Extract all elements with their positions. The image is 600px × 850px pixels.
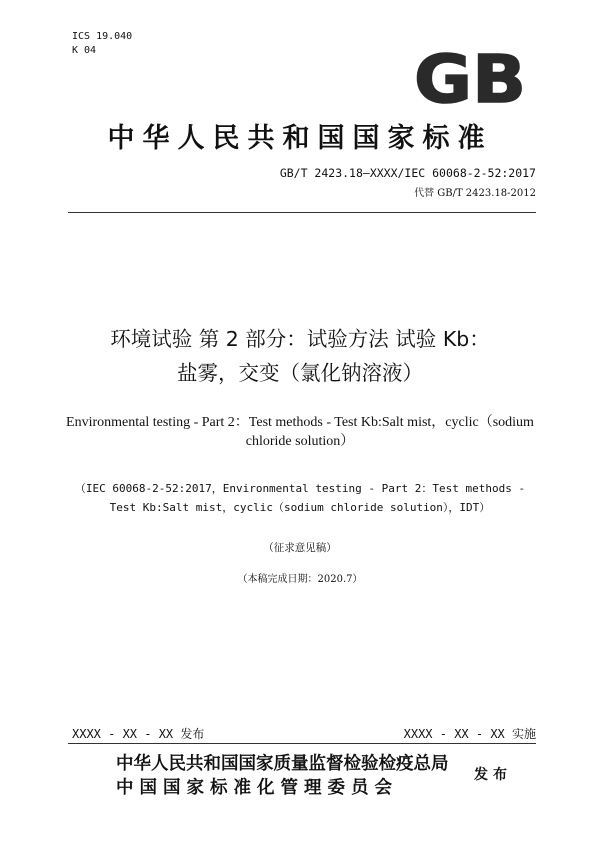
chinese-title	[20, 322, 580, 390]
issuer-aqsiq: 中华人民共和国国家质量监督检验检疫总局	[116, 754, 449, 774]
issuer-sac: 中国国家标准化管理委员会	[116, 778, 398, 798]
publish-label: 发布	[474, 767, 512, 783]
bottom-divider	[68, 743, 536, 744]
iec-reference-line1: （IEC 60068-2-52:2017，Environmental testing - Part 2：Test methods -	[74, 482, 526, 495]
replaces-standard: 代替 GB/T 2423.18-2012	[414, 188, 536, 199]
implementation-date: XXXX - XX - XX 实施	[403, 727, 536, 741]
english-title-line1: Environmental testing - Part 2：Test methods - Test Kb:Salt mist，cyclic（sodium	[66, 415, 534, 430]
gb-logo-text: GB	[414, 46, 526, 108]
standard-number: GB/T 2423.18—XXXX/IEC 60068-2-52:2017	[279, 166, 536, 180]
english-title	[40, 413, 560, 451]
classification-codes	[72, 30, 132, 58]
ccs-code: K 04	[72, 45, 97, 56]
ics-code: ICS 19.040	[72, 31, 133, 42]
gb-logo	[412, 46, 528, 108]
iec-reference	[40, 479, 560, 517]
top-divider	[68, 212, 536, 213]
iec-reference-line2: Test Kb:Salt mist，cyclic（sodium chloride solution），IDT）	[109, 501, 491, 514]
issue-date: XXXX - XX - XX 发布	[72, 727, 205, 741]
chinese-title-line1: 环境试验 第 2 部分：试验方法 试验 Kb：	[110, 327, 490, 351]
english-title-line2: chloride solution）	[245, 434, 355, 449]
draft-label: （征求意见稿）	[263, 542, 337, 554]
standard-title: 中华人民共和国国家标准	[107, 123, 493, 154]
chinese-title-line2: 盐雾，交变（氯化钠溶液）	[177, 361, 423, 385]
completion-date: （本稿完成日期：2020.7）	[237, 574, 363, 585]
